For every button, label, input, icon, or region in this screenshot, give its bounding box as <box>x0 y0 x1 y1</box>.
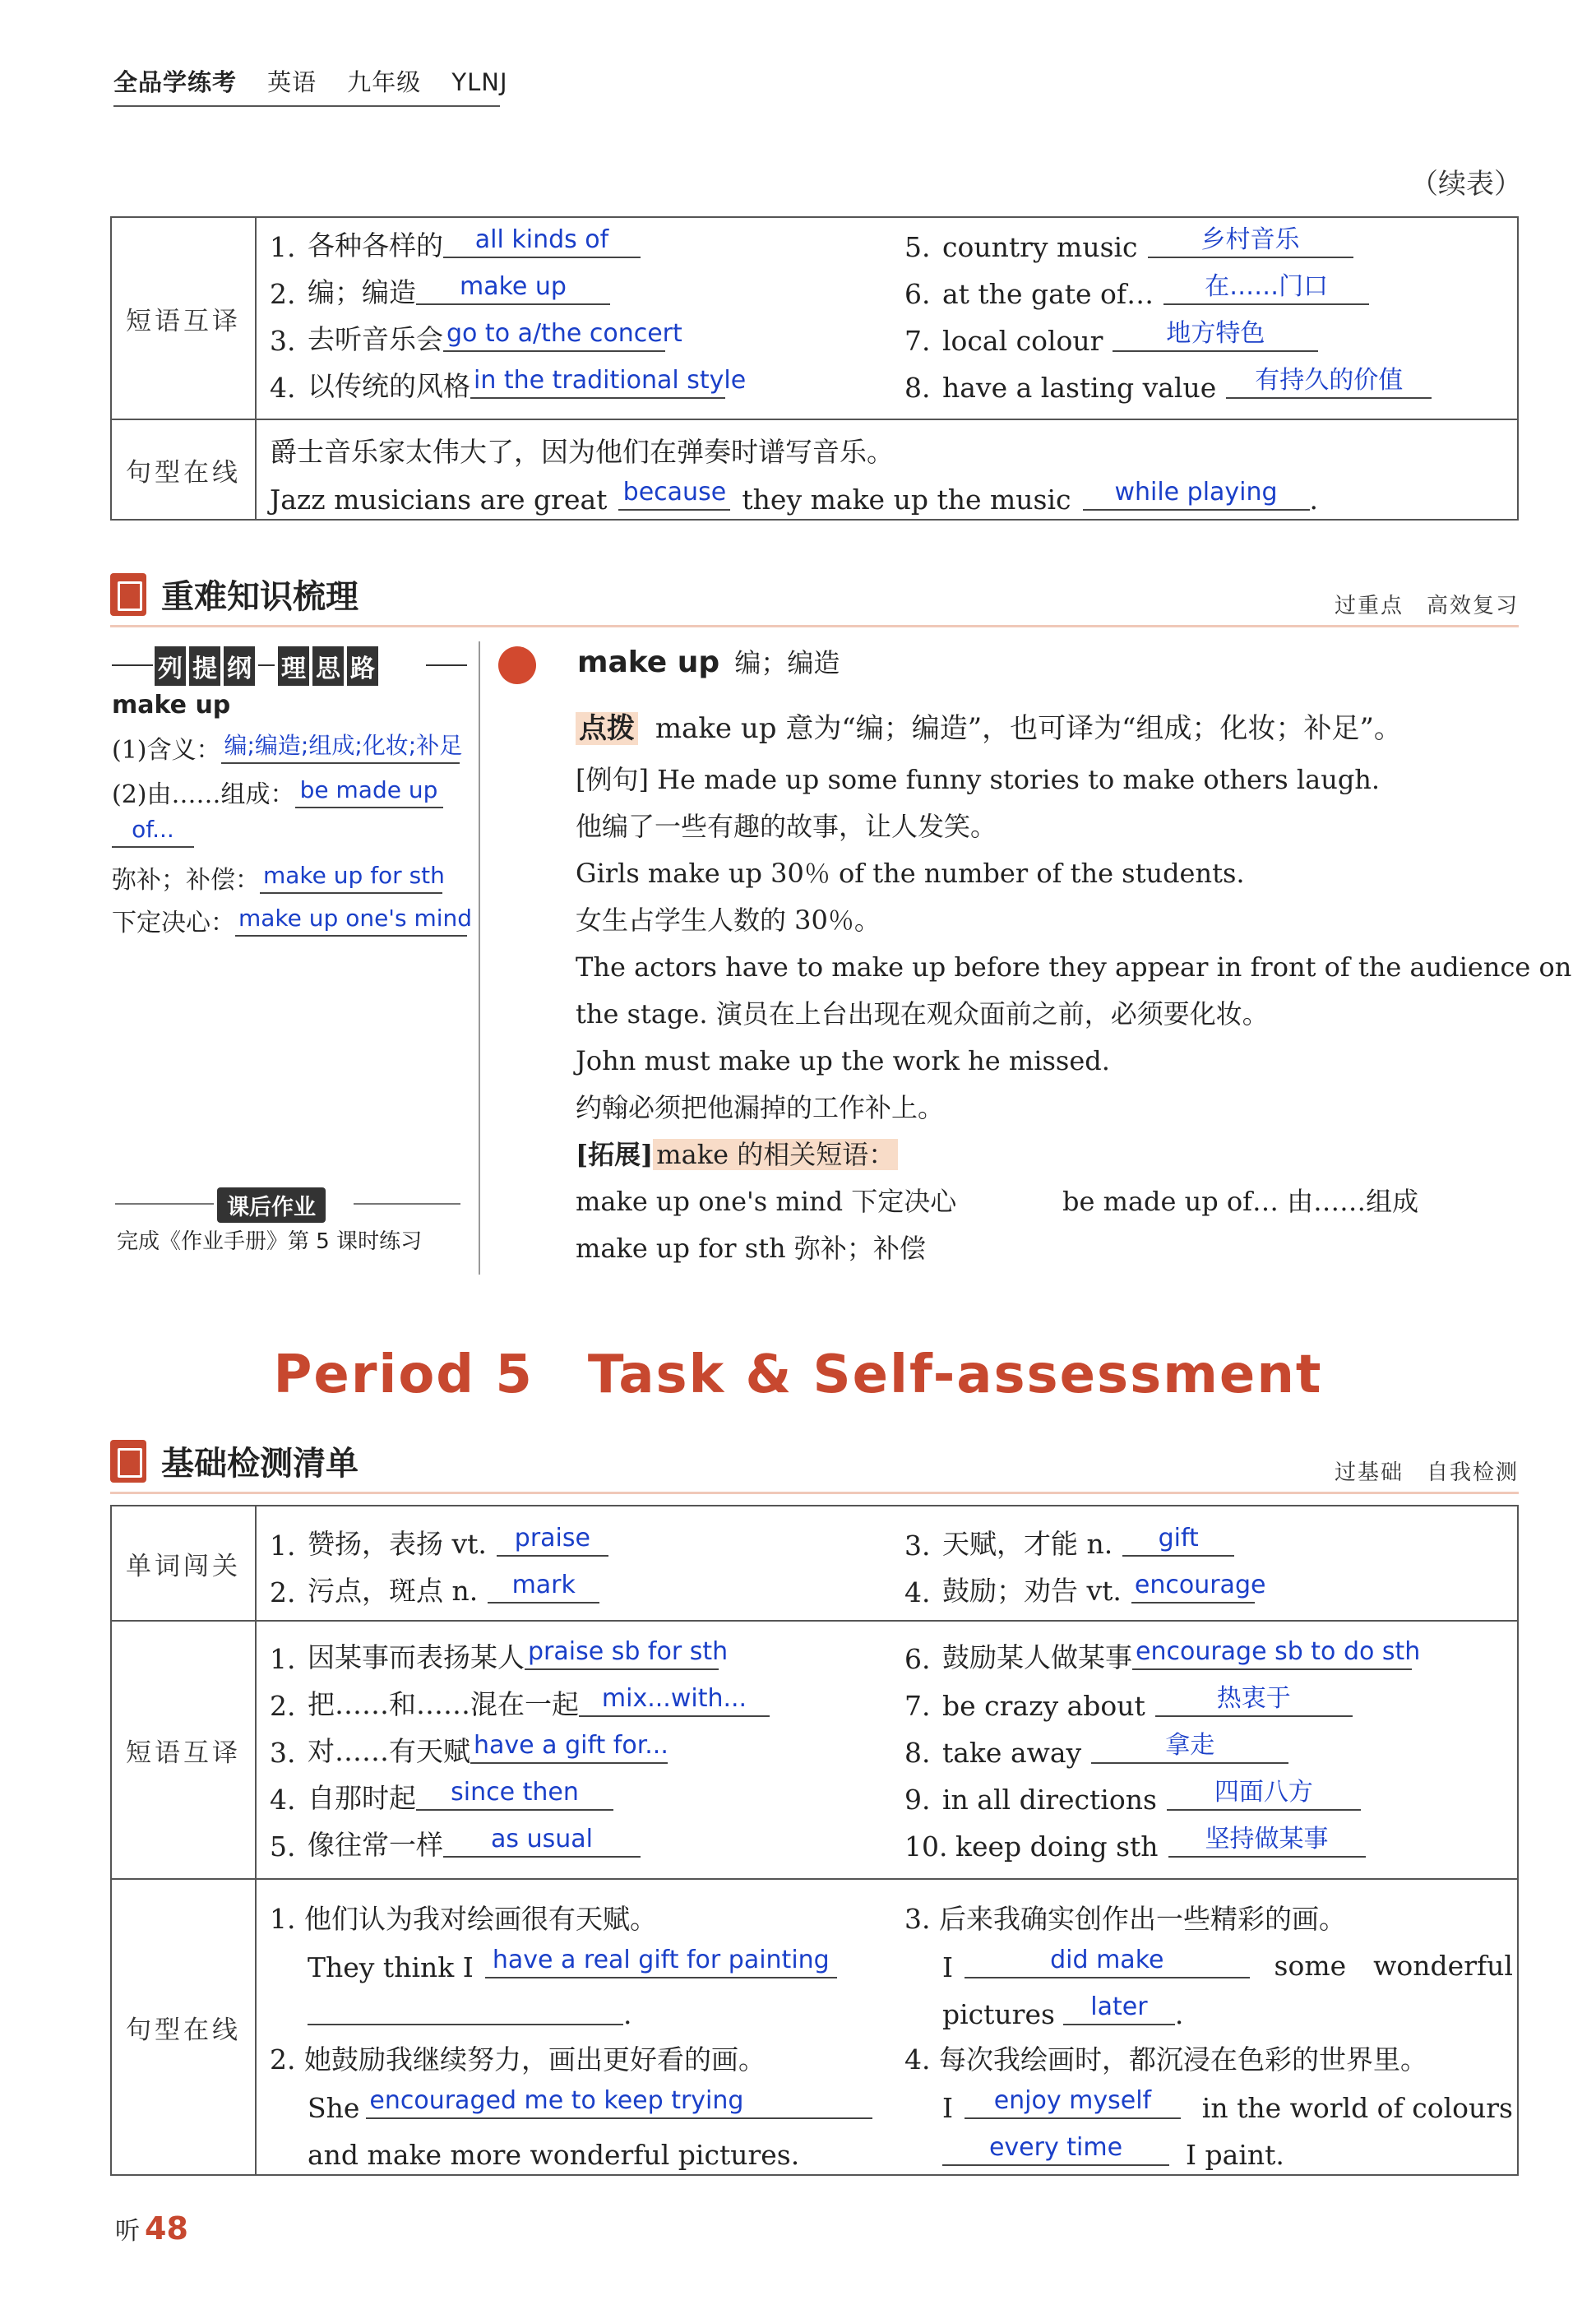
section-rule <box>110 1492 1519 1494</box>
continued-label: （续表） <box>1410 168 1522 201</box>
section-icon <box>110 573 146 616</box>
answer: later <box>1063 1991 1175 2025</box>
phrase-cell: 1. 各种各样的 all kinds of 2. 编；编造 make up 3. 去听音乐会 go to a/the concert 4. 以传统的风格 in the traditional style 5. country music 乡村音乐 6. at the gate of… 在……门口 7. local colour 地方特色 8. have a lasting value 有持久的价值 <box>256 217 1518 419</box>
grade: 九年级 <box>347 68 422 96</box>
homework-tag: 课后作业 <box>217 1187 326 1223</box>
answer: 四面八方 <box>1167 1776 1361 1811</box>
answer: 编;编造;组成;化妆;补足 <box>221 729 460 764</box>
outline-word: make up <box>112 691 231 720</box>
answer: in the traditional style <box>470 364 725 399</box>
sentence-label: 句型在线 <box>111 419 256 520</box>
answer: every time <box>942 2131 1169 2166</box>
answer: 热衷于 <box>1155 1682 1353 1717</box>
section-heading-1: 重难知识梳理 <box>110 571 359 618</box>
outline-divider <box>479 641 480 1275</box>
phrase-label: 短语互译 <box>111 217 256 419</box>
example-lines: [例句] He made up some funny stories to make others laugh. 他编了一些有趣的故事，让人发笑。 Girls make up 30％ of the number of the students. 女生占学生人数的 30％。 The actors have to make up before they appear in front of the audience on the stage. 演员在上台出现在观众面前之前，必须要化妆。 John must make up the work he missed. 约翰必须把他漏掉的工作补上。 [拓展] make 的相关短语： make up one's mind 下定决心 be made up of… 由……组成 make up for sth 弥补；补偿 <box>576 764 1572 1264</box>
sentence-cell: 爵士音乐家太伟大了，因为他们在弹奏时谱写音乐。 Jazz musicians are great because they make up the music while playing . <box>256 419 1518 520</box>
answer: mark <box>488 1569 599 1604</box>
answer: 地方特色 <box>1113 317 1318 352</box>
edition: YLNJ <box>451 68 508 96</box>
answer: be made up <box>295 774 443 808</box>
section-subtitle: 过基础 自我检测 <box>1334 1460 1519 1485</box>
section-icon <box>110 1440 146 1483</box>
answer: make up one's mind <box>235 902 467 937</box>
answer: 有持久的价值 <box>1226 364 1432 399</box>
top-table <box>110 216 1519 521</box>
answer: as usual <box>443 1823 641 1858</box>
answer: praise sb for sth <box>525 1636 719 1670</box>
sentence-label: 句型在线 <box>111 1879 256 2175</box>
answer: 坚持做某事 <box>1168 1823 1366 1858</box>
answer: did make <box>965 1944 1250 1978</box>
page-number: 听 48 <box>115 2210 188 2247</box>
answer: praise <box>497 1522 608 1557</box>
answer: encourage <box>1131 1569 1255 1604</box>
section-rule <box>110 625 1519 627</box>
answer: while playing <box>1083 476 1310 511</box>
answer: all kinds of <box>443 224 641 258</box>
tip-line: 点拨 make up 意为“编；编造”，也可译为“组成；化妆；补足”。 <box>576 706 1402 752</box>
answer: because <box>618 476 730 511</box>
answer: make up for sth <box>260 859 442 894</box>
phrase-label: 短语互译 <box>111 1621 256 1879</box>
answer: enjoy myself <box>965 2085 1181 2119</box>
section-subtitle: 过重点 高效复习 <box>1334 594 1519 618</box>
answer: encourage sb to do sth <box>1132 1636 1412 1670</box>
outline-title: 列 提 纲 理 思 路 <box>112 646 465 679</box>
page-header <box>113 64 530 98</box>
answer: have a real gift for painting <box>485 1944 837 1978</box>
brand: 全品学练考 <box>113 68 238 96</box>
header-rule <box>113 105 500 107</box>
answer: 在……门口 <box>1163 271 1369 305</box>
bottom-table: 单词闯关 1. 赞扬，表扬 vt. praise 2. 污点，斑点 n. mark 3. 天赋，才能 n. gift 4. 鼓励；劝告 vt. encourage 短语互译 1. 因某事而表扬某人 praise sb for sth 2. 把……和……混在一起 mix...with... 3. 对……有天赋 have a gift for... 4. 自那时起 since then 5. 像往常一样 as usual 6. 鼓励某人做某事 encourage sb to do sth 7. be crazy about 热衷于 8. take away 拿走 9. in all directions 四面八方 10. keep doing sth 坚持做某事 句型在线 1. 他们认为我对绘画很有天赋。 They think I have a real gift for painting . 2. 她鼓励我继续努力，画出更好看的画。 She encouraged me to keep trying and make more wonderful pictures. 3. 后来我确实创作出一些精彩的画。 I did make some wonderful pictures later . 4. 每次我绘画时，都沉浸在色彩的世界里。 I enjoy myself in the world of colours every time I paint. <box>110 1505 1519 2176</box>
answer: 乡村音乐 <box>1148 224 1353 258</box>
section-heading-2: 基础检测清单 <box>110 1437 359 1484</box>
answer: mix...with... <box>579 1682 770 1717</box>
answer: of... <box>112 813 194 848</box>
answer: gift <box>1122 1522 1234 1557</box>
word-label: 单词闯关 <box>111 1506 256 1621</box>
answer: since then <box>416 1776 613 1811</box>
answer: go to a/the concert <box>443 317 665 352</box>
answer: 拿走 <box>1091 1729 1288 1764</box>
answer: make up <box>416 271 610 305</box>
bullet-dot <box>498 646 536 684</box>
answer: encouraged me to keep trying <box>366 2085 872 2119</box>
homework-text: 完成《作业手册》第 5 课时练习 <box>117 1229 423 1254</box>
point-heading: make up 编；编造 <box>577 646 840 679</box>
answer: have a gift for... <box>470 1729 668 1764</box>
subject: 英语 <box>267 68 317 96</box>
period-title: Period 5 Task & Self-assessment <box>273 1344 1323 1405</box>
